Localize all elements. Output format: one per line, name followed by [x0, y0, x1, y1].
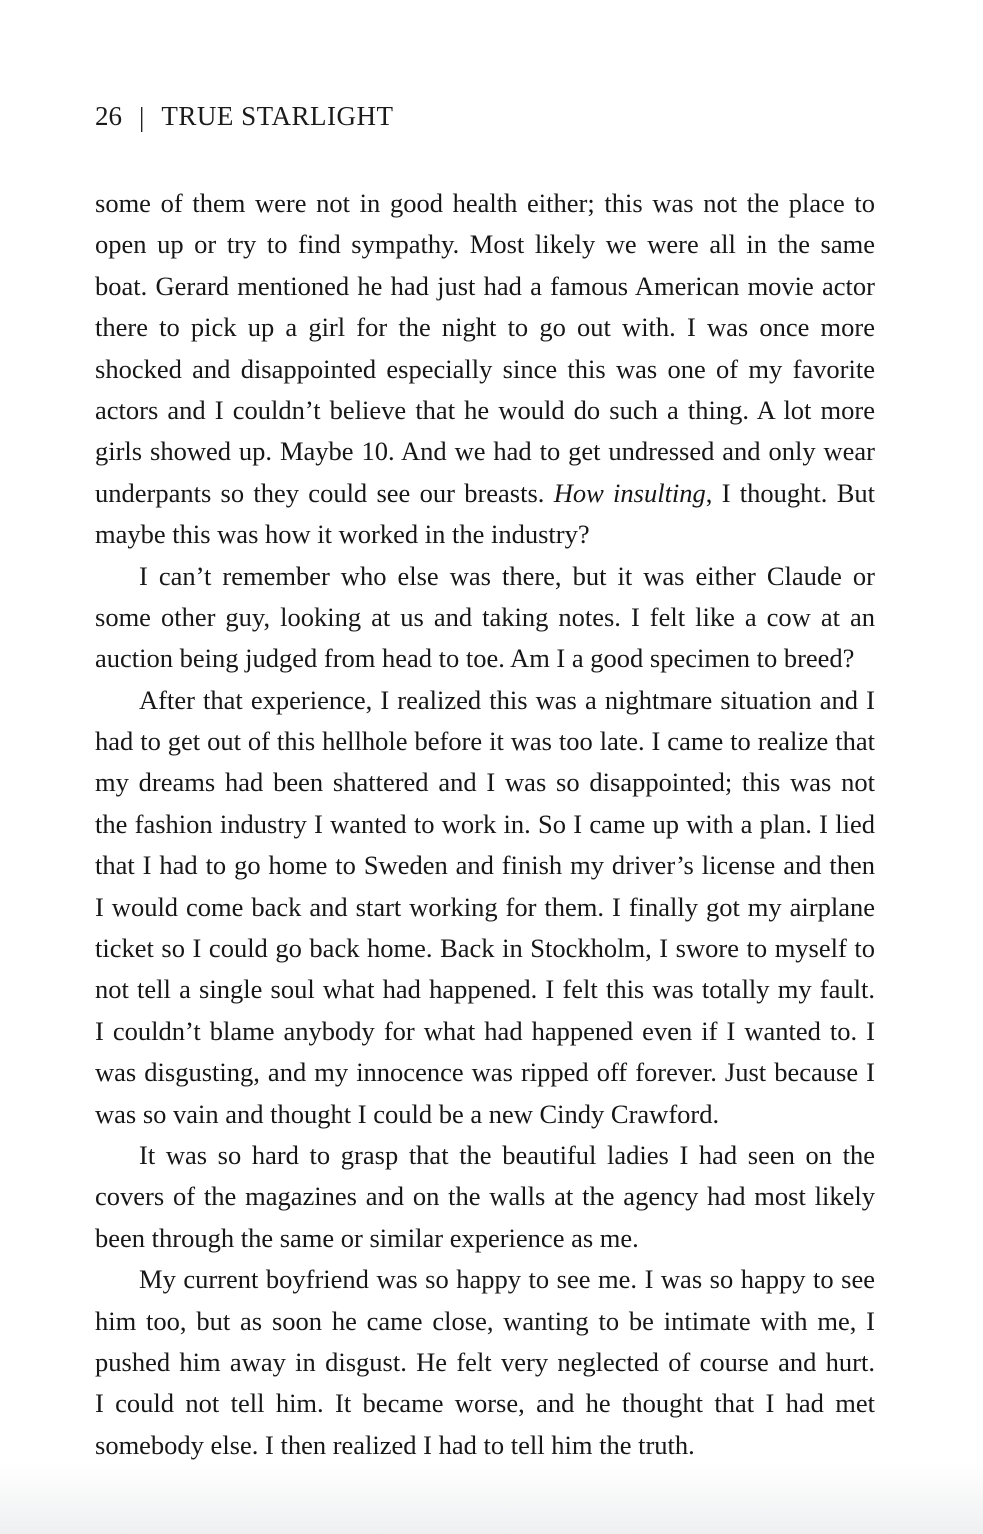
text-line: open up or try to find sympathy. Most likely we were all in the same — [95, 229, 875, 260]
text-line: ticket so I could go back home. Back in Stockholm, I swore to myself to — [95, 933, 875, 964]
text-line: was disgusting, and my innocence was ripped off forever. Just because I — [95, 1057, 875, 1088]
text-line: I couldn’t blame anybody for what had happened even if I wanted to. I — [95, 1015, 875, 1046]
paragraph — [95, 556, 875, 680]
body-text — [95, 183, 875, 1466]
text-line: underpants so they could see our breasts. How insulting, I thought. But — [95, 477, 875, 508]
text-line: maybe this was how it worked in the industry? — [95, 519, 590, 550]
paragraph — [95, 1259, 875, 1466]
page-header — [95, 103, 393, 130]
text-line: there to pick up a girl for the night to go out with. I was once more — [95, 312, 875, 343]
text-line: that I had to go home to Sweden and finish my driver’s license and then — [95, 850, 875, 881]
text-line: After that experience, I realized this was a nightmare situation and I — [139, 684, 875, 715]
book-title: TRUE STARLIGHT — [161, 101, 394, 131]
text-line: pushed him away in disgust. He felt very neglected of course and hurt. — [95, 1346, 875, 1377]
text-line: My current boyfriend was so happy to see me. I was so happy to see — [139, 1264, 875, 1295]
text-line: was so vain and thought I could be a new Cindy Crawford. — [95, 1098, 720, 1129]
text-line: some of them were not in good health either; this was not the place to — [95, 188, 875, 218]
page-bottom-fade — [0, 1462, 983, 1534]
text-line: been through the same or similar experience as me. — [95, 1222, 639, 1253]
text-line: I would come back and start working for them. I finally got my airplane — [95, 891, 875, 922]
text-line: actors and I couldn’t believe that he would do such a thing. A lot more — [95, 394, 875, 425]
text-line: I could not tell him. It became worse, and he thought that I had met — [95, 1388, 875, 1419]
text-line: I can’t remember who else was there, but it was either Claude or — [139, 560, 875, 591]
paragraph — [95, 680, 875, 1135]
text-line: boat. Gerard mentioned he had just had a famous American movie actor — [95, 270, 875, 301]
text-line: girls showed up. Maybe 10. And we had to get undressed and only wear — [95, 436, 875, 467]
header-separator: | — [139, 102, 145, 132]
text-line: the fashion industry I wanted to work in. So I came up with a plan. I lied — [95, 808, 875, 839]
text-line: covers of the magazines and on the walls at the agency had most likely — [95, 1181, 875, 1212]
paragraph — [95, 1135, 875, 1259]
text-line: some other guy, looking at us and taking notes. I felt like a cow at an — [95, 601, 875, 632]
page-number: 26 — [95, 101, 122, 131]
text-line: my dreams had been shattered and I was so disappointed; this was not — [95, 767, 875, 798]
text-line: auction being judged from head to toe. Am I a good specimen to breed? — [95, 643, 855, 674]
paragraph — [95, 183, 875, 556]
text-line: him too, but as soon he came close, wanting to be intimate with me, I — [95, 1305, 875, 1336]
text-line: somebody else. I then realized I had to tell him the truth. — [95, 1429, 695, 1460]
text-line: not tell a single soul what had happened. I felt this was totally my fault. — [95, 974, 875, 1005]
text-line: shocked and disappointed especially since this was one of my favorite — [95, 353, 875, 384]
text-line: It was so hard to grasp that the beautiful ladies I had seen on the — [139, 1139, 875, 1170]
text-line: had to get out of this hellhole before it was too late. I came to realize that — [95, 726, 875, 757]
